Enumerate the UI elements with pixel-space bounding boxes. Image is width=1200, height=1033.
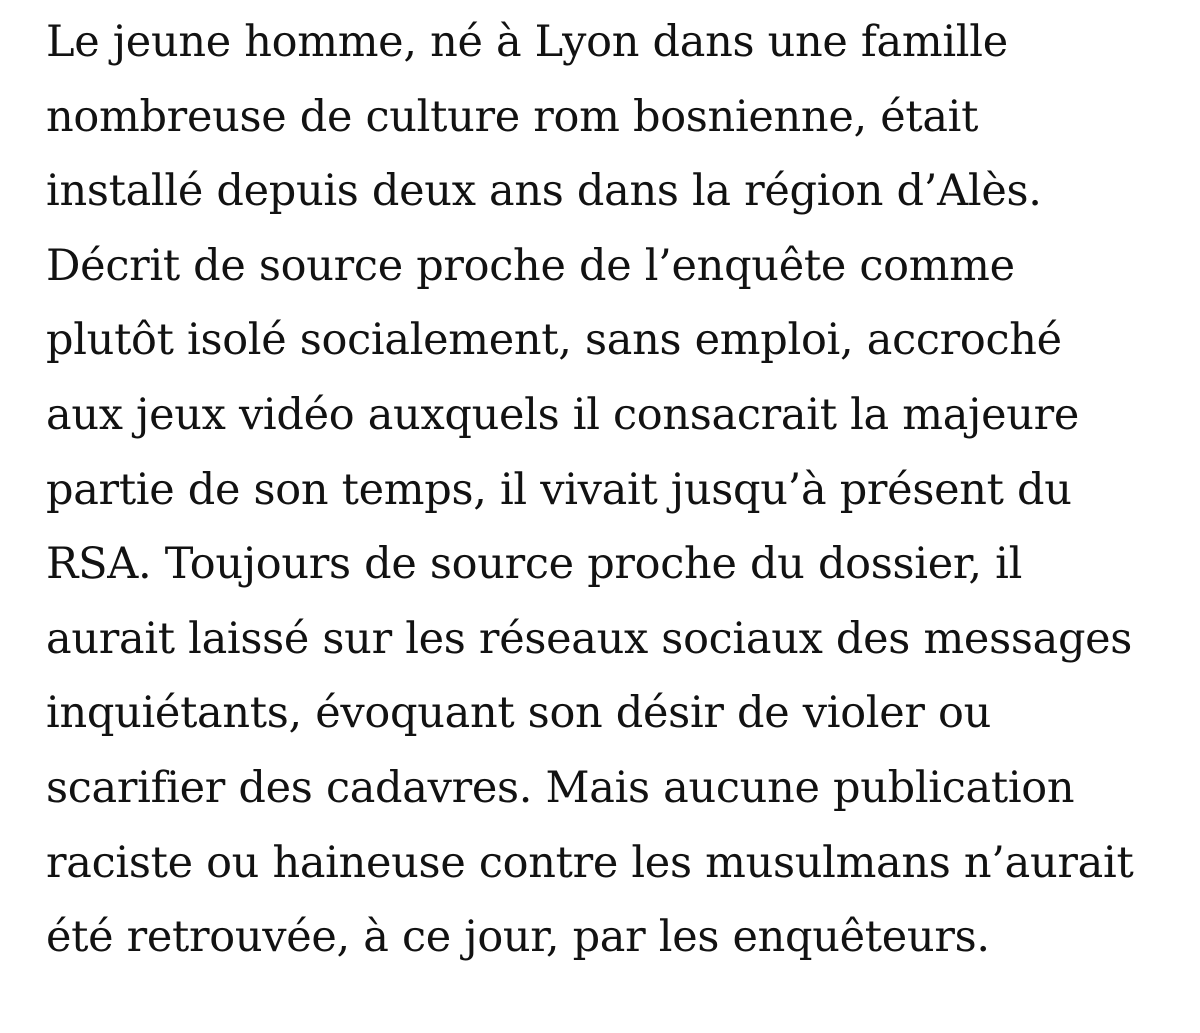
paragraph-line: aux jeux vidéo auxquels il consacrait la majeure	[46, 389, 1080, 440]
paragraph-line: été retrouvée, à ce jour, par les enquêteurs.	[46, 912, 990, 963]
paragraph-line: installé depuis deux ans dans la région d’Alès.	[46, 166, 1042, 217]
paragraph-line: RSA. Toujours de source proche du dossier, il	[46, 539, 1023, 590]
paragraph-line: aurait laissé sur les réseaux sociaux des messages	[46, 613, 1133, 664]
paragraph-line: partie de son temps, il vivait jusqu’à présent du	[46, 464, 1072, 515]
paragraph-line: inquiétants, évoquant son désir de violer ou	[46, 688, 991, 739]
paragraph-line: plutôt isolé socialement, sans emploi, accroché	[46, 315, 1062, 366]
article-paragraph	[46, 5, 1186, 975]
paragraph-line: scarifier des cadavres. Mais aucune publication	[46, 762, 1075, 813]
paragraph-line: Le jeune homme, né à Lyon dans une famille	[46, 17, 1008, 67]
paragraph-line: nombreuse de culture rom bosnienne, était	[46, 91, 979, 142]
paragraph-line: raciste ou haineuse contre les musulmans n’aurait	[46, 837, 1134, 888]
paragraph-line: Décrit de source proche de l’enquête comme	[46, 240, 1015, 291]
